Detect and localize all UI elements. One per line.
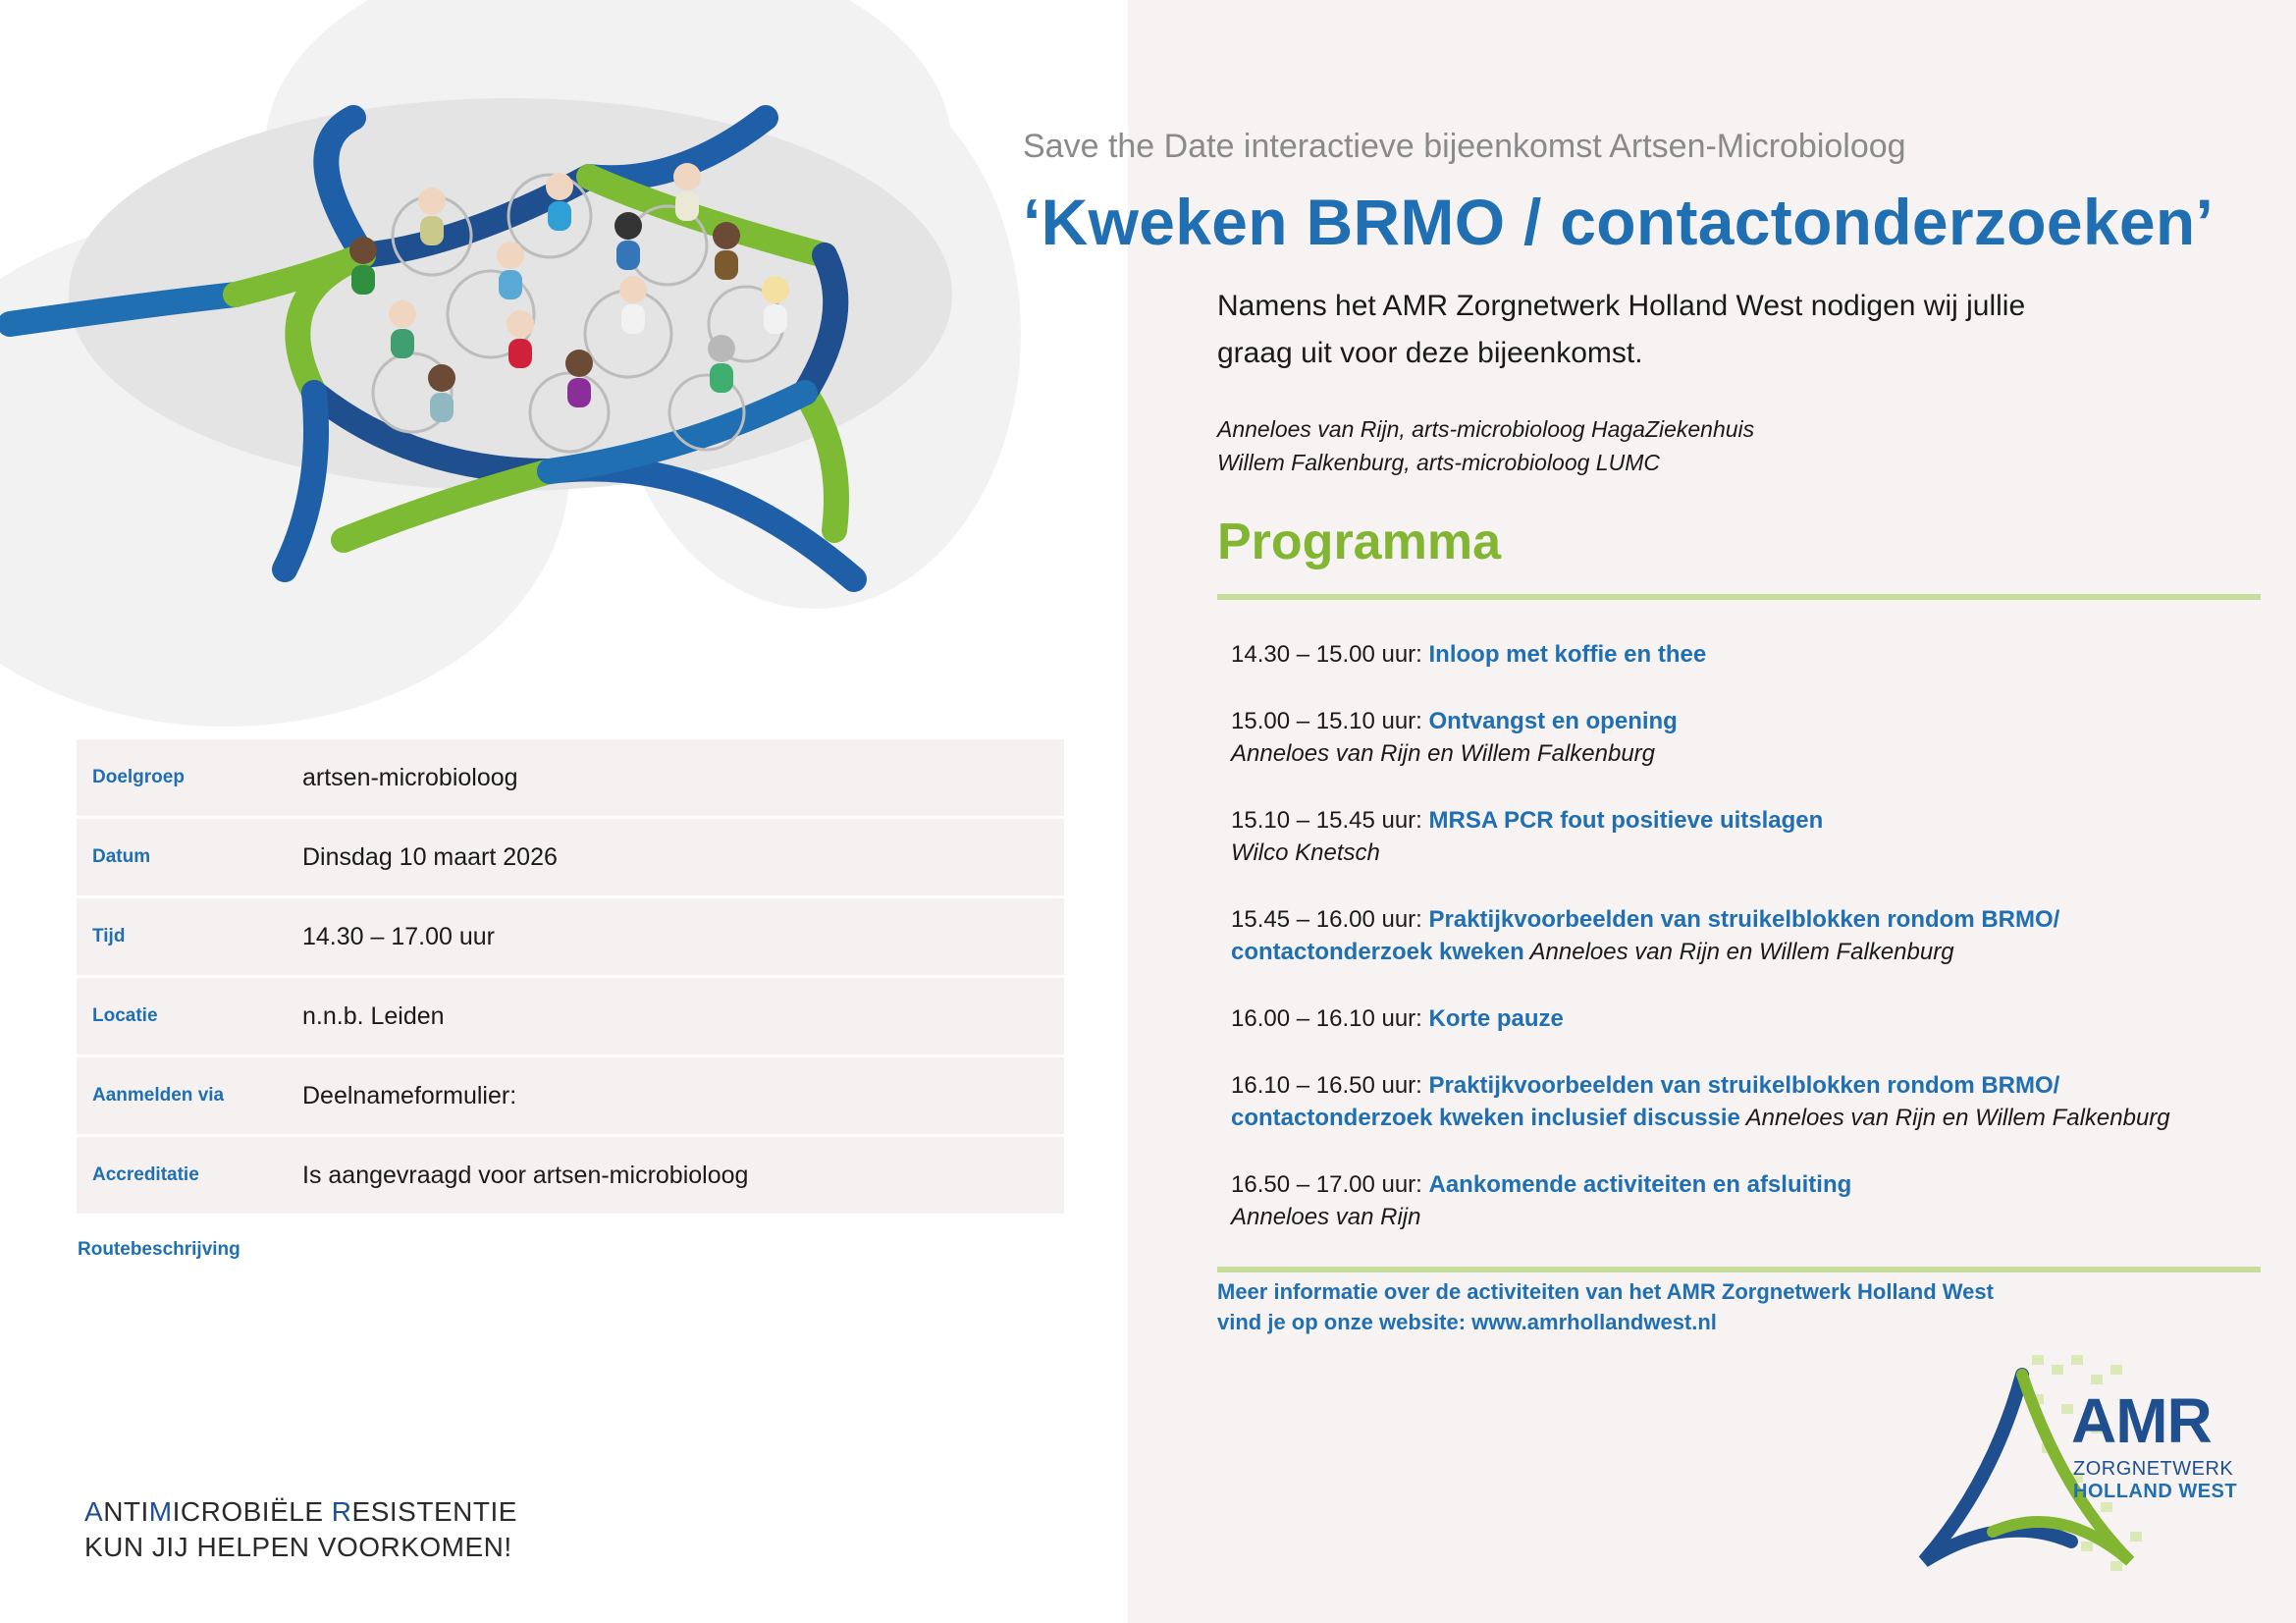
detail-value: n.n.b. Leiden [301,977,1064,1056]
logo-region: HOLLAND WEST [2073,1481,2238,1502]
organizer-line: Anneloes van Rijn, arts-microbioloog HagaZiekenhuis [1217,416,1755,442]
detail-label: Tijd [77,897,301,977]
logo-subtitle: ZORGNETWERK [2073,1458,2234,1480]
intro-text: Namens het AMR Zorgnetwerk Holland West nodigen wij jullie graag uit voor deze bijeenkomst. [1217,290,2026,369]
program-item [1231,705,2252,770]
program-item-time: 15.00 – 15.10 uur: [1231,708,1429,734]
hero-network-illustration [0,79,982,628]
table-row [77,897,1064,977]
slogan-line-1 [84,1494,517,1530]
detail-value: Is aangevraagd voor artsen-microbioloog [301,1136,1064,1216]
slogan-text: ESISTENTIE [351,1496,517,1527]
program-heading: Programma [1217,514,1501,570]
program-item-time: 16.10 – 16.50 uur: [1231,1072,1429,1099]
program-item-time: 14.30 – 15.00 uur: [1231,641,1429,668]
table-row [77,739,1064,818]
program-item-title: Aankomende activiteiten en afsluiting [1428,1171,1852,1198]
program-item-title: MRSA PCR fout positieve uitslagen [1428,807,1824,834]
organizer-line: Willem Falkenburg, arts-microbioloog LUMC [1217,450,1660,475]
program-item [1231,804,2252,869]
logo-wordmark: AMR [2071,1385,2212,1456]
footer-divider [1217,1267,2261,1272]
program-item-speaker: Wilco Knetsch [1231,839,1380,866]
program-item-speaker: Anneloes van Rijn [1231,1204,1421,1230]
detail-value: Dinsdag 10 maart 2026 [301,818,1064,897]
slogan-letter: R [331,1496,352,1527]
registration-link[interactable]: Deelnameformulier: [301,1056,1064,1136]
program-item-time: 15.10 – 15.45 uur: [1231,807,1429,834]
program-item-time: 15.45 – 16.00 uur: [1231,906,1429,933]
program-item [1231,903,2075,968]
program-item-time: 16.50 – 17.00 uur: [1231,1171,1429,1198]
slogan-letter: M [148,1496,173,1527]
program-item-time: 16.00 – 16.10 uur: [1231,1005,1429,1032]
more-info-text [1217,1276,2101,1337]
table-row [77,1136,1064,1216]
table-row [77,1056,1064,1136]
slogan-text: ICROBIËLE [172,1496,332,1527]
program-item-title: Inloop met koffie en thee [1428,641,1707,668]
event-details-table [77,739,1064,1217]
table-row [77,977,1064,1056]
program-item-title: Ontvangst en opening [1428,708,1678,734]
website-link[interactable]: vind je op onze website: www.amrhollandwest.nl [1217,1310,1717,1334]
slogan [84,1494,517,1565]
detail-label: Accreditatie [77,1136,301,1216]
program-item [1231,638,2252,671]
detail-value: artsen-microbioloog [301,739,1064,818]
program-list [1231,638,2252,1268]
program-item-title: Praktijkvoorbeelden van struikelblokken rondom BRMO/ contactonderzoek kweken inclusief discussie [1231,1072,2060,1131]
program-item-speaker: Anneloes van Rijn en Willem Falkenburg [1739,1105,2170,1131]
more-info-line: Meer informatie over de activiteiten van het AMR Zorgnetwerk Holland West [1217,1279,1994,1304]
detail-label: Doelgroep [77,739,301,818]
organizers [1217,412,1754,479]
program-item [1231,1002,2252,1035]
event-title: ‘Kweken BRMO / contactonderzoeken’ [1023,186,2215,258]
slogan-line-2: KUN JIJ HELPEN VOORKOMEN! [84,1532,512,1562]
program-item-speaker: Anneloes van Rijn en Willem Falkenburg [1523,939,1954,965]
event-subtitle: Save the Date interactieve bijeenkomst Artsen-Microbioloog [1023,128,1906,165]
program-item [1231,1069,2252,1134]
program-item-speaker: Anneloes van Rijn en Willem Falkenburg [1231,740,1655,767]
program-item [1231,1168,2252,1233]
program-item-title: Praktijkvoorbeelden van struikelblokken rondom BRMO/ contactonderzoek kweken [1231,906,2060,965]
detail-label: Datum [77,818,301,897]
slogan-text: NTI [103,1496,149,1527]
detail-label: Aanmelden via [77,1056,301,1136]
route-directions-link[interactable]: Routebeschrijving [78,1239,240,1260]
detail-label: Locatie [77,977,301,1056]
detail-value: 14.30 – 17.00 uur [301,897,1064,977]
program-item-title: Korte pauze [1428,1005,1564,1032]
table-row [77,818,1064,897]
slogan-letter: A [84,1496,104,1527]
program-divider [1217,594,2261,600]
